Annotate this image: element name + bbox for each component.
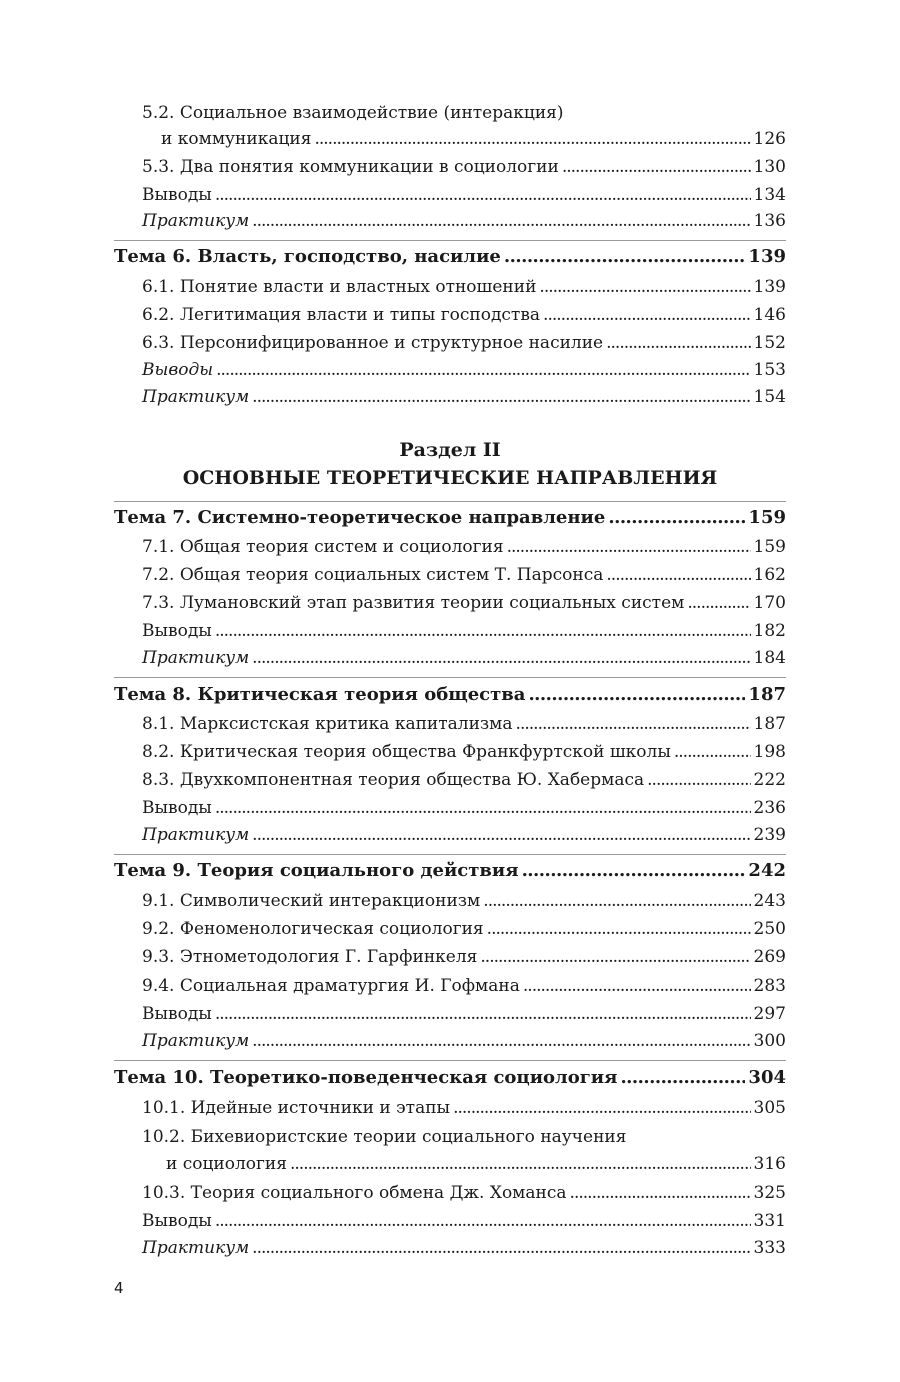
- dot-leader: [543, 304, 751, 326]
- dot-leader: [252, 210, 750, 232]
- divider: [114, 240, 786, 241]
- dot-leader: [647, 769, 750, 791]
- dot-leader: [606, 564, 750, 586]
- toc-entry-7-2: [142, 564, 786, 586]
- divider: [114, 677, 786, 678]
- toc-page-number: 130: [753, 157, 786, 177]
- section-number: Раздел II: [399, 439, 501, 461]
- toc-entry-title: 5.3. Два понятия коммуникации в социологии: [142, 157, 559, 177]
- toc-entry-title: Практикум: [142, 1238, 250, 1258]
- toc-entry-10-2: [142, 1126, 786, 1148]
- toc-topic-title: Тема 7. Системно-теоретическое направление: [114, 507, 606, 528]
- dot-leader: [215, 797, 751, 819]
- toc-entry-conclusions: [142, 184, 786, 206]
- dot-leader: [216, 359, 750, 381]
- dot-leader: [215, 1003, 751, 1025]
- toc-page-number: 250: [753, 919, 786, 939]
- toc-page-number: 239: [753, 825, 786, 845]
- toc-entry-10-3: [142, 1182, 786, 1204]
- dot-leader: [504, 246, 746, 268]
- toc-page-number: 187: [753, 714, 786, 734]
- toc-page-number: 269: [753, 947, 786, 967]
- dot-leader: [480, 946, 750, 968]
- toc-entry-title: и коммуникация: [161, 129, 312, 149]
- toc-page-number: 184: [753, 648, 786, 668]
- toc-entry-title: Выводы: [142, 798, 212, 818]
- toc-entry-title: Практикум: [142, 211, 250, 231]
- toc-page-number: 134: [753, 185, 786, 205]
- toc-topic-title: Тема 9. Теория социального действия: [114, 860, 519, 881]
- toc-entry-title: Выводы: [142, 1004, 212, 1024]
- toc-page-number: 300: [753, 1031, 786, 1051]
- dot-leader: [487, 918, 751, 940]
- toc-page-number: 159: [753, 537, 786, 557]
- toc-page-number: 325: [753, 1183, 786, 1203]
- dot-leader: [539, 276, 750, 298]
- toc-entry-title: 9.1. Символический интеракционизм: [142, 891, 481, 911]
- toc-page-number: 243: [753, 891, 786, 911]
- dot-leader: [215, 184, 751, 206]
- toc-entry-8-1: [142, 713, 786, 735]
- toc-entry-practicum: [142, 1030, 786, 1052]
- toc-page-number: 305: [753, 1098, 786, 1118]
- toc-entry-title: 9.4. Социальная драматургия И. Гофмана: [142, 976, 520, 996]
- toc-entry-title: Практикум: [142, 1031, 250, 1051]
- toc-entry-title: 6.1. Понятие власти и властных отношений: [142, 277, 537, 297]
- toc-page-number: 139: [753, 277, 786, 297]
- toc-entry-title: 9.3. Этнометодология Г. Гарфинкеля: [142, 947, 478, 967]
- dot-leader: [215, 620, 751, 642]
- toc-entry-title: 7.2. Общая теория социальных систем Т. Парсонса: [142, 565, 604, 585]
- toc-page-number: 333: [753, 1238, 786, 1258]
- toc-page-number: 154: [753, 387, 786, 407]
- dot-leader: [252, 1030, 750, 1052]
- toc-entry-8-3: [142, 769, 786, 791]
- toc-topic-title: Тема 8. Критическая теория общества: [114, 684, 526, 705]
- dot-leader: [523, 975, 751, 997]
- divider: [114, 1060, 786, 1061]
- dot-leader: [608, 507, 745, 529]
- toc-entry-conclusions: [142, 620, 786, 642]
- toc-page-number: 139: [748, 246, 786, 267]
- toc-page-number: 153: [753, 360, 786, 380]
- dot-leader: [252, 1237, 750, 1259]
- toc-page-number: 159: [748, 507, 786, 528]
- toc-entry-title: 7.3. Лумановский этап развития теории социальных систем: [142, 593, 685, 613]
- dot-leader: [687, 592, 750, 614]
- toc-entry-title: Практикум: [142, 648, 250, 668]
- dot-leader: [620, 1067, 745, 1089]
- toc-entry-6-3: [142, 332, 786, 354]
- toc-entry-title: 8.3. Двухкомпонентная теория общества Ю. Хабермаса: [142, 770, 645, 790]
- toc-page-number: 331: [753, 1211, 786, 1231]
- dot-leader: [570, 1182, 751, 1204]
- toc-entry-9-4: [142, 975, 786, 997]
- toc-entry-practicum: [142, 386, 786, 408]
- toc-entry-conclusions: [142, 797, 786, 819]
- toc-entry-title: 7.1. Общая теория систем и социология: [142, 537, 504, 557]
- divider: [114, 854, 786, 855]
- toc-entry-title: Практикум: [142, 825, 250, 845]
- dot-leader: [606, 332, 750, 354]
- dot-leader: [453, 1097, 750, 1119]
- toc-entry-title: 6.2. Легитимация власти и типы господства: [142, 305, 541, 325]
- toc-entry-practicum: [142, 210, 786, 232]
- toc-topic-7: [114, 507, 786, 529]
- dot-leader: [507, 536, 751, 558]
- toc-page-number: 162: [753, 565, 786, 585]
- toc-entry-title: 10.1. Идейные источники и этапы: [142, 1098, 451, 1118]
- toc-entry-title: 5.2. Социальное взаимодействие (интеракция): [142, 103, 564, 123]
- dot-leader: [674, 741, 751, 763]
- toc-page-number: 283: [753, 976, 786, 996]
- toc-topic-8: [114, 684, 786, 706]
- dot-leader: [252, 824, 750, 846]
- toc-page-number: 152: [753, 333, 786, 353]
- toc-entry-5-2: [142, 102, 786, 124]
- toc-page-number: 304: [748, 1067, 786, 1088]
- toc-topic-title: Тема 6. Власть, господство, насилие: [114, 246, 501, 267]
- divider: [114, 501, 786, 502]
- toc-entry-conclusions: [142, 1210, 786, 1232]
- toc-entry-9-2: [142, 918, 786, 940]
- toc-entry-6-1: [142, 276, 786, 298]
- dot-leader: [528, 684, 745, 706]
- toc-page-number: 316: [753, 1154, 786, 1174]
- toc-entry-title: и социология: [166, 1154, 287, 1174]
- toc-entry-conclusions: [142, 1003, 786, 1025]
- dot-leader: [516, 713, 751, 735]
- dot-leader: [215, 1210, 751, 1232]
- toc-topic-9: [114, 860, 786, 882]
- toc-topic-6: [114, 246, 786, 268]
- toc-entry-title: Выводы: [142, 621, 212, 641]
- dot-leader: [562, 156, 751, 178]
- toc-entry-title: Практикум: [142, 387, 250, 407]
- toc-entry-10-1: [142, 1097, 786, 1119]
- toc-page-number: 136: [753, 211, 786, 231]
- toc-page-number: 187: [748, 684, 786, 705]
- toc-entry-title: 8.2. Критическая теория общества Франкфуртской школы: [142, 742, 671, 762]
- toc-entry-title: 6.3. Персонифицированное и структурное насилие: [142, 333, 604, 353]
- toc-entry-7-1: [142, 536, 786, 558]
- toc-entry-10-2-cont: [166, 1153, 786, 1175]
- toc-page-number: 242: [748, 860, 786, 881]
- toc-entry-5-2-cont: [161, 128, 786, 150]
- toc-entry-title: Выводы: [142, 185, 212, 205]
- page-number: 4: [114, 1279, 124, 1297]
- toc-entry-9-3: [142, 946, 786, 968]
- toc-page-number: 146: [753, 305, 786, 325]
- toc-page-number: 297: [753, 1004, 786, 1024]
- toc-entry-8-2: [142, 741, 786, 763]
- toc-entry-6-2: [142, 304, 786, 326]
- dot-leader: [483, 890, 750, 912]
- toc-entry-title: Выводы: [142, 1211, 212, 1231]
- toc-entry-9-1: [142, 890, 786, 912]
- toc-entry-7-3: [142, 592, 786, 614]
- toc-page-number: 222: [753, 770, 786, 790]
- toc-entry-title: 9.2. Феноменологическая социология: [142, 919, 484, 939]
- toc-entry-5-3: [142, 156, 786, 178]
- toc-page-number: 182: [753, 621, 786, 641]
- dot-leader: [290, 1153, 751, 1175]
- dot-leader: [522, 860, 746, 882]
- toc-entry-title: 10.3. Теория социального обмена Дж. Хоманса: [142, 1183, 567, 1203]
- toc-entry-practicum: [142, 1237, 786, 1259]
- toc-entry-conclusions: [142, 359, 786, 381]
- toc-entry-practicum: [142, 824, 786, 846]
- dot-leader: [252, 647, 750, 669]
- section-title: ОСНОВНЫЕ ТЕОРЕТИЧЕСКИЕ НАПРАВЛЕНИЯ: [182, 467, 718, 489]
- toc-entry-title: Выводы: [142, 360, 214, 380]
- dot-leader: [314, 128, 750, 150]
- toc-page-number: 236: [753, 798, 786, 818]
- toc-topic-title: Тема 10. Теоретико-поведенческая социология: [114, 1067, 618, 1088]
- toc-topic-10: [114, 1067, 786, 1089]
- toc-page-number: 170: [753, 593, 786, 613]
- toc-page-number: 198: [753, 742, 786, 762]
- toc-page-number: 126: [753, 129, 786, 149]
- toc-entry-title: 8.1. Марксистская критика капитализма: [142, 714, 513, 734]
- dot-leader: [252, 386, 750, 408]
- toc-entry-title: 10.2. Бихевиористские теории социального научения: [142, 1127, 627, 1147]
- toc-entry-practicum: [142, 647, 786, 669]
